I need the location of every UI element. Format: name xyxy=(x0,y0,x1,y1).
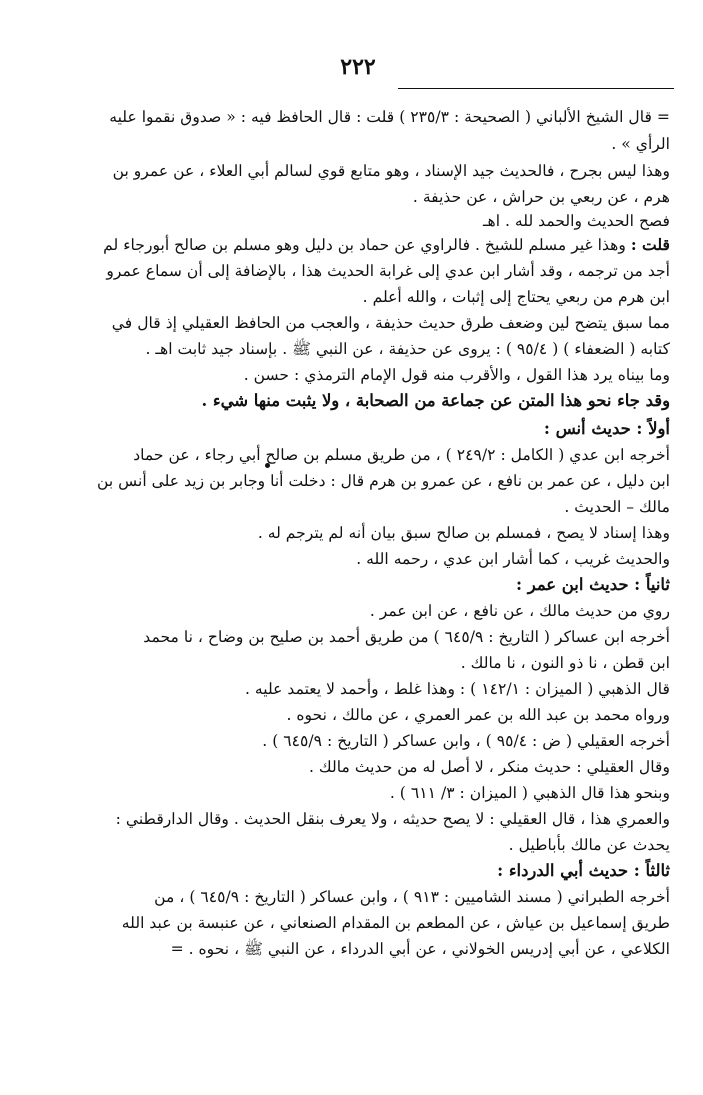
text-line: الرأي » . xyxy=(611,135,670,153)
text-line: كتابه ( الضعفاء ) ( ٩٥/٤ ) : يروى عن حذيفة ، عن النبي ﷺ . بإسناد جيد ثابت اهـ . xyxy=(145,340,670,358)
section-heading: أولاً : حديث أنس : xyxy=(543,419,670,438)
text-line: ابن دليل ، عن عمر بن نافع ، عن عمرو بن هرم قال : دخلت أنا وجابر بن زيد على أنس بن xyxy=(96,472,670,490)
text-line xyxy=(28,232,670,258)
text-line: أخرجه ابن عساكر ( التاريخ : ٦٤٥/٩ ) من طريق أحمد بن صليح بن وضاح ، نا محمد xyxy=(143,628,670,646)
section-heading: ثالثاً : حديث أبي الدرداء : xyxy=(497,861,670,880)
text-line: ابن هرم من ربعي يحتاج إلى إثبات ، والله أعلم . xyxy=(362,288,670,306)
text-line: مما سبق يتضح لين وضعف طرق حديث حذيفة ، والعجب من الحافظ العقيلي إذ قال في xyxy=(111,314,670,332)
text-line: ورواه محمد بن عبد الله بن عمر العمري ، عن مالك ، نحوه . xyxy=(286,706,670,724)
header-rule xyxy=(398,88,674,89)
text-line: وقال العقيلي : حديث منكر ، لا أصل له من حديث مالك . xyxy=(309,758,670,776)
text-line: أجد من ترجمه ، وقد أشار ابن عدي إلى غرابة الحديث هذا ، بالإضافة إلى أن سماع عمرو xyxy=(106,262,670,280)
text-line: قال الذهبي ( الميزان : ١٤٢/١ ) : وهذا غلط ، وأحمد لا يعتمد عليه . xyxy=(245,680,670,698)
text-line: وبنحو هذا قال الذهبي ( الميزان : ٣/ ٦١١ ) . xyxy=(389,784,670,802)
text-line: وما بيناه يرد هذا القول ، والأقرب منه قول الإمام الترمذي : حسن . xyxy=(243,366,670,384)
page-number: ٢٢٢ xyxy=(340,54,376,80)
text-line: وهذا إسناد لا يصح ، فمسلم بن صالح سبق بيان أنه لم يترجم له . xyxy=(257,524,670,542)
text-line: الكلاعي ، عن أبي إدريس الخولاني ، عن أبي الدرداء ، عن النبي ﷺ ، نحوه . = xyxy=(170,940,670,958)
note-label: قلت : xyxy=(630,235,670,254)
text-line: فصح الحديث والحمد لله . اهـ xyxy=(482,212,670,230)
text-line: = قال الشيخ الألباني ( الصحيحة : ٢٣٥/٣ ) قلت : قال الحافظ فيه : « صدوق نقموا عليه xyxy=(109,108,670,126)
text-line: وهذا ليس بجرح ، فالحديث جيد الإسناد ، وهو متابع قوي لسالم أبي العلاء ، عن عمرو بن xyxy=(112,162,670,180)
text-line: والعمري هذا ، قال العقيلي : لا يصح حديثه ، ولا يعرف بنقل الحديث . وقال الدارقطني : xyxy=(115,810,670,828)
text-line: والحديث غريب ، كما أشار ابن عدي ، رحمه الله . xyxy=(356,550,670,568)
text-line: طريق إسماعيل بن عياش ، عن المطعم بن المقدام الصنعاني ، عن عنبسة بن عبد الله xyxy=(121,914,670,932)
text-line: أخرجه ابن عدي ( الكامل : ٢٤٩/٢ ) ، من طريق مسلم بن صالح أبي رجاء ، عن حماد xyxy=(133,446,670,464)
text-line: أخرجه العقيلي ( ض : ٩٥/٤ ) ، وابن عساكر ( التاريخ : ٦٤٥/٩ ) . xyxy=(262,732,670,750)
note-text: وهذا غير مسلم للشيخ . فالراوي عن حماد بن دليل وهو مسلم بن صالح أبورجاء لم xyxy=(103,236,631,254)
text-line: يحدث عن مالك بأباطيل . xyxy=(508,836,670,854)
text-line: روي من حديث مالك ، عن نافع ، عن ابن عمر . xyxy=(369,602,670,620)
bold-line: وقد جاء نحو هذا المتن عن جماعة من الصحابة ، ولا يثبت منها شيء . xyxy=(201,391,670,410)
section-heading: ثانياً : حديث ابن عمر : xyxy=(516,575,670,594)
text-line: مالك – الحديث . xyxy=(564,498,670,516)
text-line: هرم ، عن ربعي بن حراش ، عن حذيفة . xyxy=(412,188,670,206)
text-line: ابن قطن ، نا ذو النون ، نا مالك . xyxy=(460,654,670,672)
text-line: أخرجه الطبراني ( مسند الشاميين : ٩١٣ ) ، وابن عساكر ( التاريخ : ٦٤٥/٩ ) ، من xyxy=(154,888,670,906)
